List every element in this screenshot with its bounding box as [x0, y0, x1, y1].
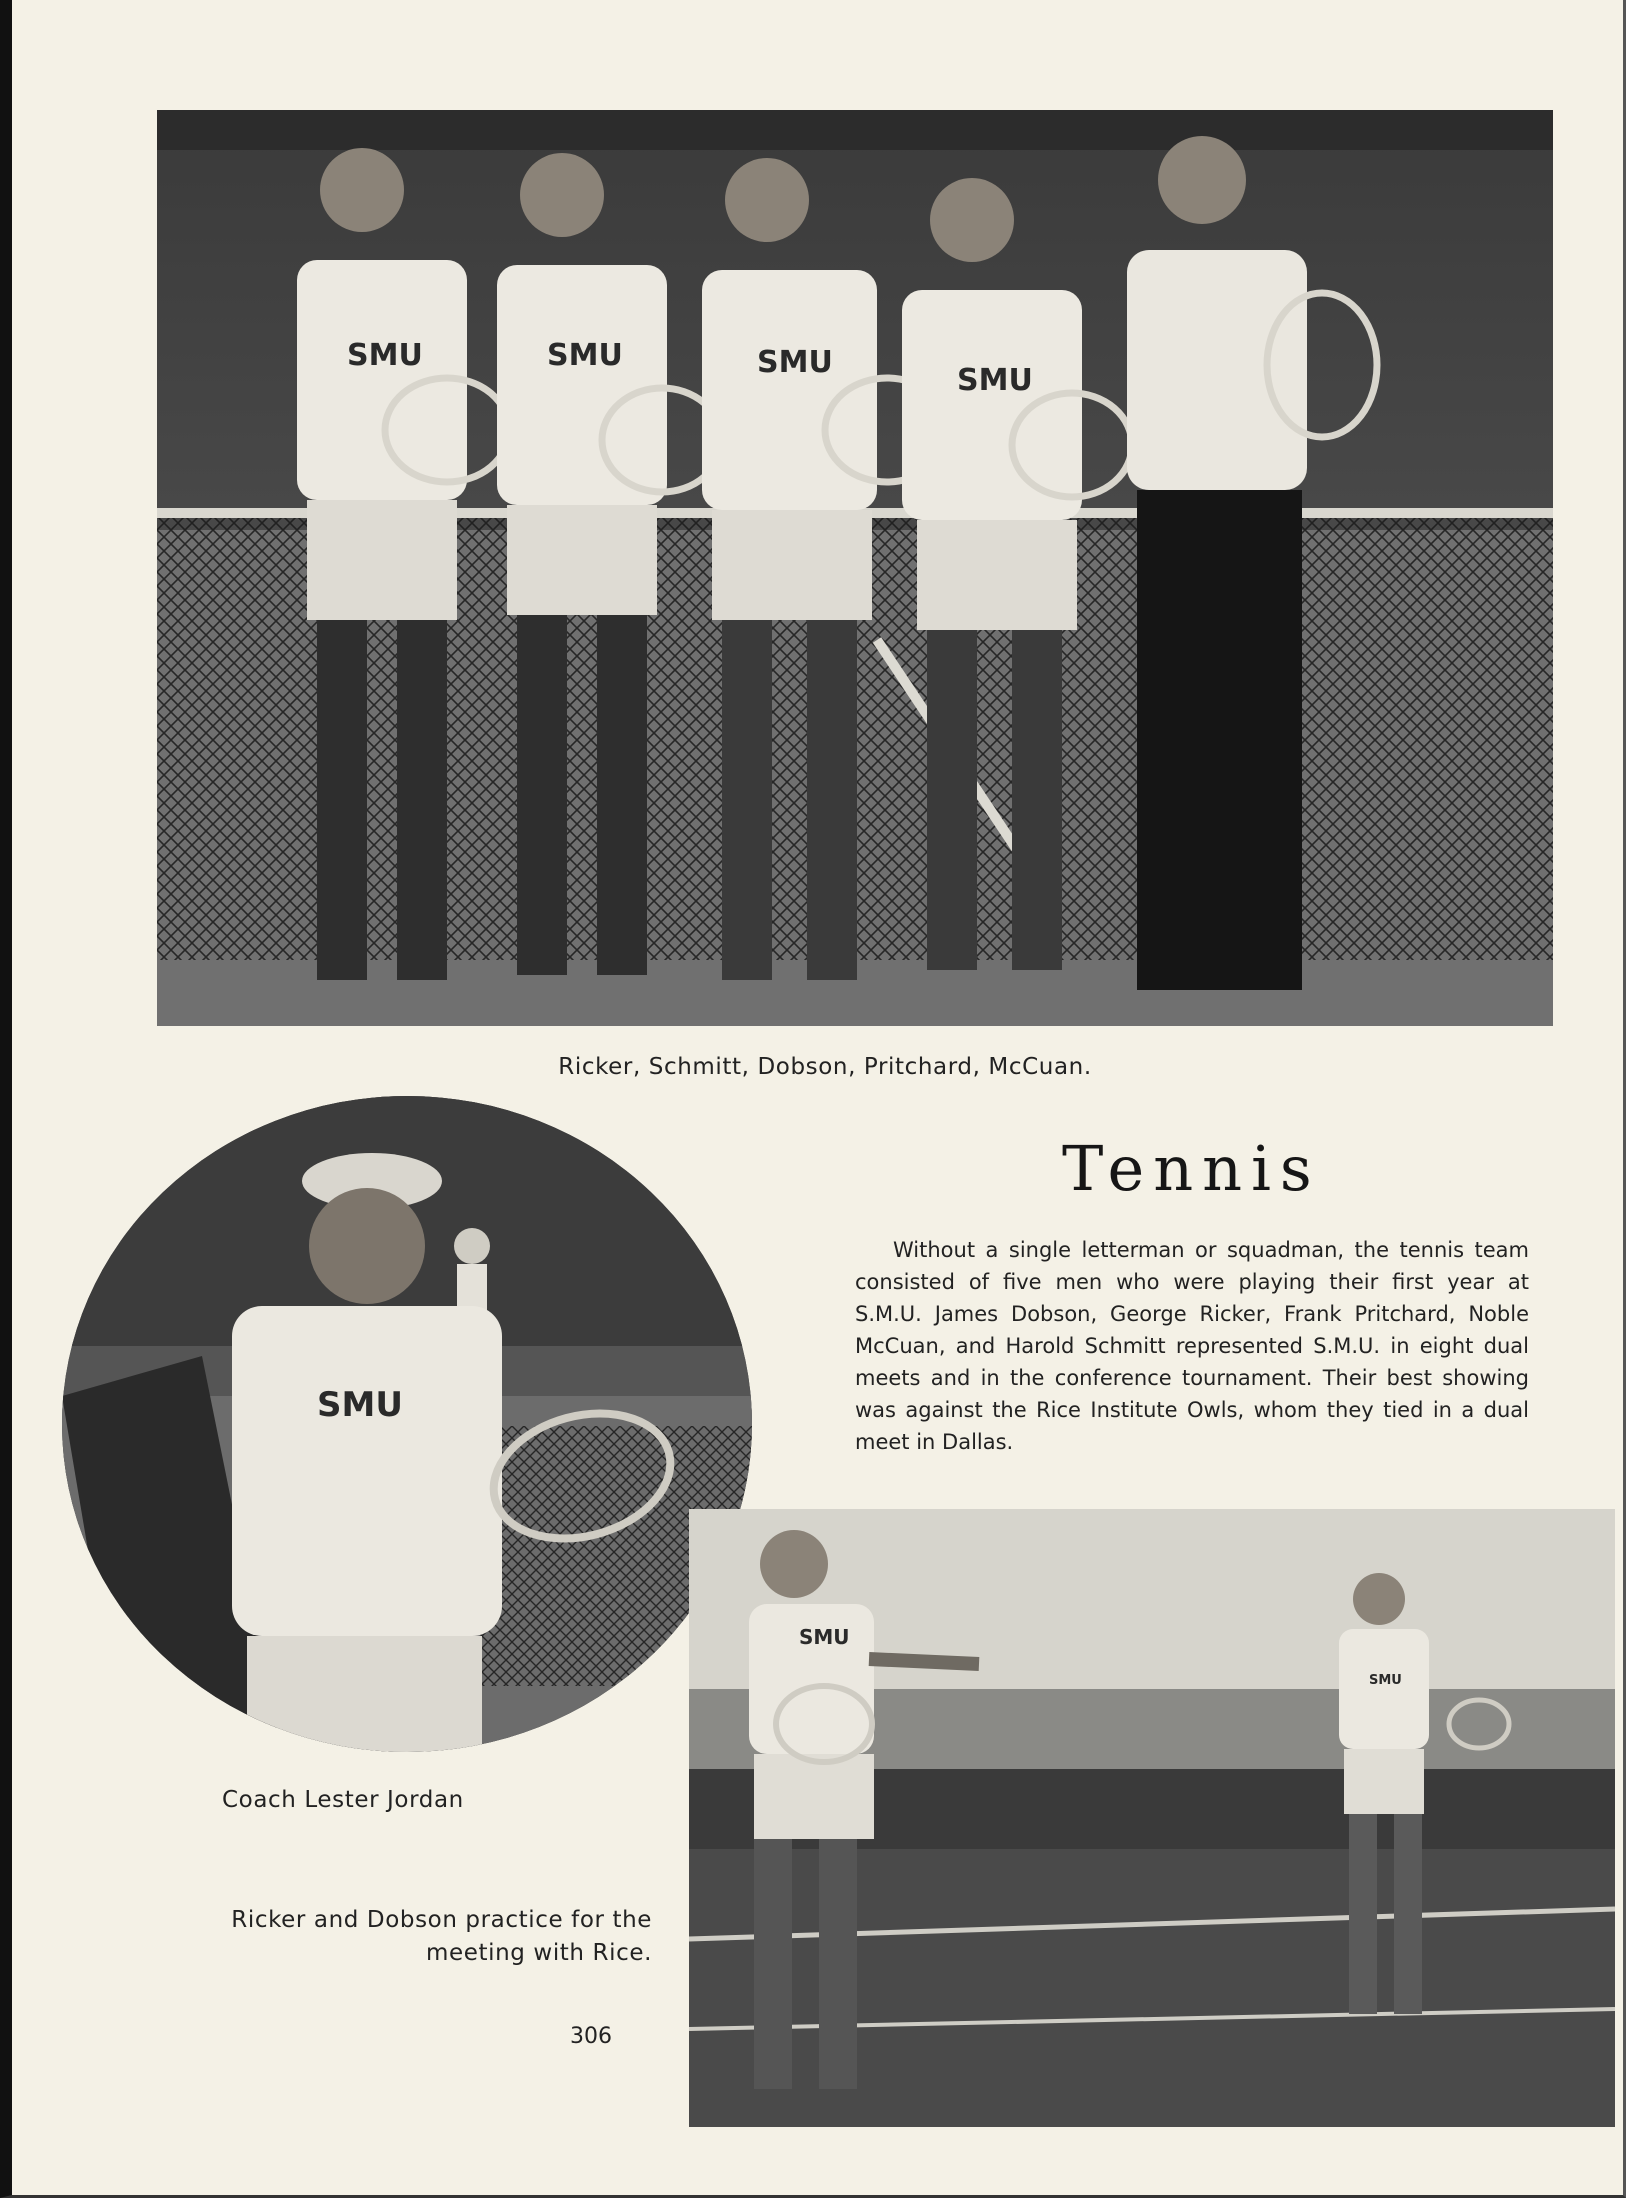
page-title: Tennis [1062, 1132, 1321, 1205]
article-body [855, 1234, 1529, 1458]
shirt-text: SMU [317, 1385, 403, 1425]
shirt-text: SMU [757, 345, 833, 380]
team-photo-caption: Ricker, Schmitt, Dobson, Pritchard, McCuan. [558, 1054, 1092, 1080]
shirt-text: SMU [957, 363, 1033, 398]
team-photo-image [157, 110, 1553, 1026]
shirt-text: SMU [547, 338, 623, 373]
practice-photo [689, 1509, 1615, 2127]
shirt-text: SMU [799, 1625, 850, 1649]
coach-photo-image [62, 1096, 752, 1752]
coach-photo [62, 1096, 752, 1752]
team-photo [157, 110, 1553, 1026]
coach-photo-caption: Coach Lester Jordan [222, 1787, 464, 1813]
shirt-text: SMU [347, 338, 423, 373]
page-number: 306 [570, 2024, 612, 2049]
practice-photo-caption: Ricker and Dobson practice for the meeting with Rice. [231, 1907, 652, 1966]
shirt-text: SMU [1369, 1673, 1402, 1688]
article-paragraph: Without a single letterman or squadman, the tennis team consisted of five men who were playing their first year at S.M.U. James Dobson, George Ricker, Frank Pritchard, Noble McCuan, and Harold Schmitt represented S.M.U. in eight dual meets and in the conference tournament. Their best showing was against the Rice Institute Owls, whom they tied in a dual meet in Dallas. [855, 1238, 1529, 1454]
practice-photo-image [689, 1509, 1615, 2127]
